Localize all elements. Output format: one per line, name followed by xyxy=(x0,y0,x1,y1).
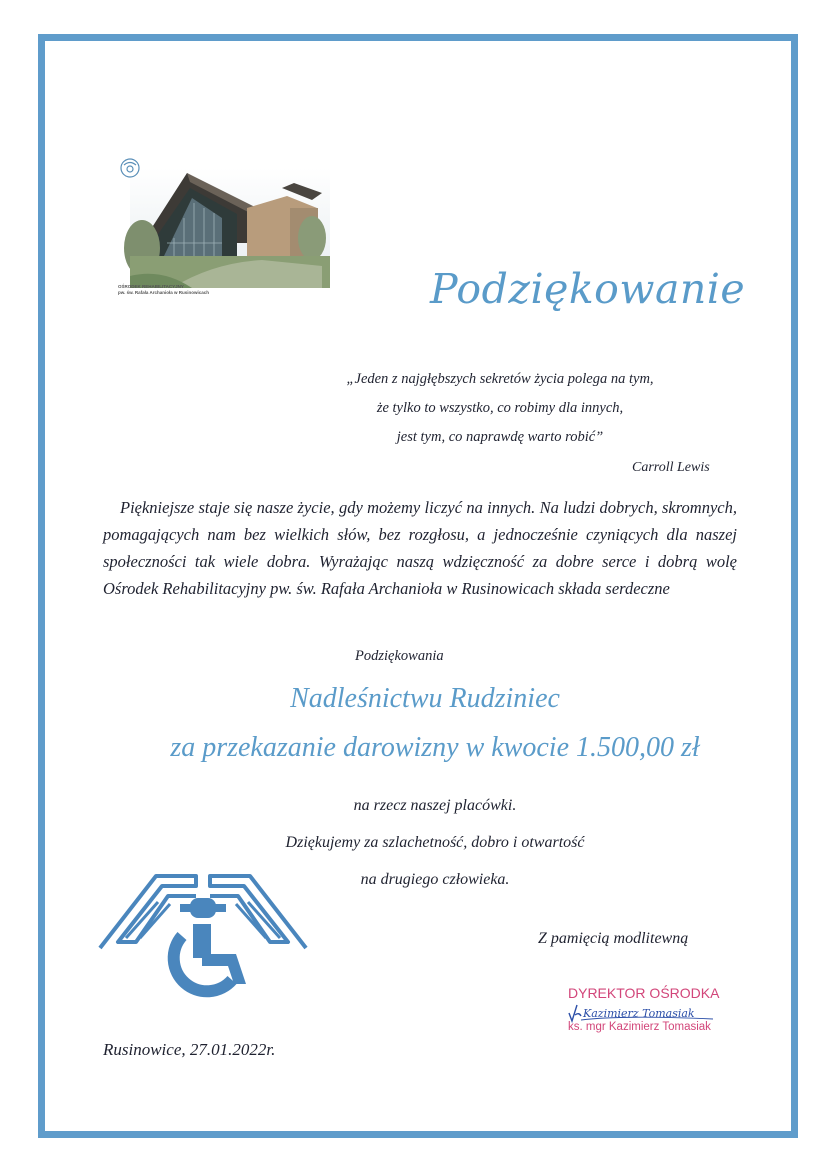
stamp-name: ks. mgr Kazimierz Tomasiak xyxy=(568,1021,711,1033)
director-stamp xyxy=(563,985,728,1045)
body-paragraph: Piękniejsze staje się nasze życie, gdy możemy liczyć na innych. Na ludzi dobrych, skromnych, pomagających nam bez wielkich słów, bez rozgłosu, a jednocześnie czyniących dla naszej społeczności tak wiele dobra. Wyrażając naszą wdzięczność za dobre serce i dobrą wolę Ośrodek Rehabilitacyjny pw. św. Rafała Archanioła w Rusinowicach składa serdeczne xyxy=(103,498,737,598)
photo-caption: OŚRODEK REHABILITACYJNY pw. św. Rafała Archanioła w Rusinowicach xyxy=(118,284,210,295)
closing-line: na drugiego człowieka. xyxy=(360,871,510,888)
handwritten-signature xyxy=(563,999,733,1023)
wheelchair-wings-logo-icon xyxy=(96,868,310,1002)
quote-line: że tylko to wszystko, co robimy dla innych, xyxy=(376,400,624,416)
building-photo xyxy=(112,148,334,298)
recipient-name: Nadleśnictwu Rudziniec xyxy=(290,683,560,714)
regards-text: Z pamięcią modlitewną xyxy=(538,930,689,947)
page-title: Podziękowanie xyxy=(430,265,746,313)
quote-line: jest tym, co naprawdę warto robić” xyxy=(396,429,604,445)
svg-text:Kazimierz Tomasiak: Kazimierz Tomasiak xyxy=(583,1007,695,1020)
thanks-label: Podziękowania xyxy=(355,648,444,664)
closing-line: Dziękujemy za szlachetność, dobro i otwartość xyxy=(285,834,585,851)
quote-block xyxy=(300,365,700,452)
place-date: Rusinowice, 27.01.2022r. xyxy=(103,1040,276,1059)
donation-line: za przekazanie darowizny w kwocie 1.500,00 zł xyxy=(170,732,700,763)
quote-author: Carroll Lewis xyxy=(632,460,710,475)
quote-line: „Jeden z najgłębszych sekretów życia polega na tym, xyxy=(346,371,654,387)
stamp-title: DYREKTOR OŚRODKA xyxy=(568,985,720,1001)
closing-line: na rzecz naszej placówki. xyxy=(353,797,517,814)
